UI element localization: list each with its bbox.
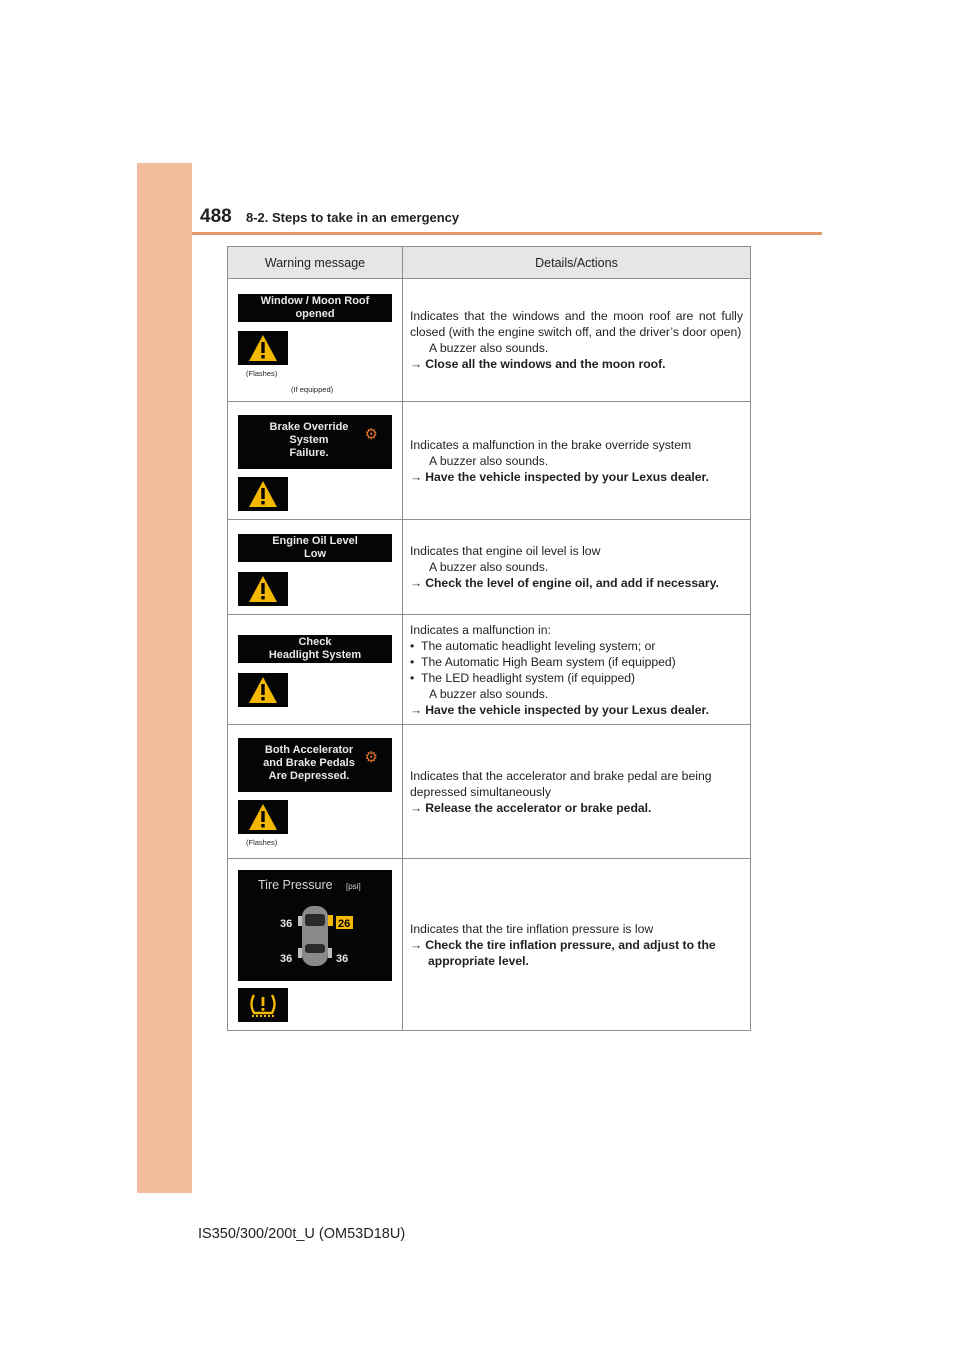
arrow-right-icon: → bbox=[410, 469, 423, 484]
car-top-view-icon bbox=[298, 906, 333, 966]
buzzer-note: A buzzer also sounds. bbox=[429, 453, 549, 468]
warning-light bbox=[238, 331, 288, 365]
warning-image-cell bbox=[228, 279, 403, 402]
rear-left-pressure: 36 bbox=[280, 953, 293, 965]
details-text: Indicates that the windows and the moon roof are not fully closed (with the engine switch off, and the driver’s door open) bbox=[410, 309, 743, 339]
warning-light bbox=[238, 572, 288, 606]
header-rule bbox=[192, 232, 822, 235]
table-row bbox=[228, 402, 751, 520]
column-header-details-actions: Details/Actions bbox=[403, 247, 751, 279]
action-text: → Close all the windows and the moon roof. bbox=[410, 357, 666, 371]
warning-light bbox=[238, 477, 288, 511]
table-header-row bbox=[228, 247, 751, 279]
arrow-right-icon: → bbox=[410, 576, 423, 590]
arrow-right-icon: → bbox=[410, 357, 423, 371]
tire-pressure-display bbox=[238, 870, 392, 981]
display-message: Check Headlight System bbox=[238, 635, 392, 663]
column-header-warning-message: Warning message bbox=[228, 247, 403, 279]
tire-pressure-diagram bbox=[238, 870, 392, 981]
buzzer-note: A buzzer also sounds. bbox=[429, 341, 549, 355]
details-cell bbox=[403, 402, 751, 520]
table-row bbox=[228, 859, 751, 1031]
page-number: 488 bbox=[200, 206, 232, 227]
details-text: Indicates that the tire inflation pressure is low bbox=[410, 921, 654, 936]
action-text: → Have the vehicle inspected by your Lexus dealer. bbox=[410, 469, 710, 484]
details-cell bbox=[403, 859, 751, 1031]
arrow-right-icon: → bbox=[410, 937, 423, 952]
bullet-item: • The Automatic High Beam system (if equipped) bbox=[410, 654, 676, 669]
unit-label: [psi] bbox=[346, 882, 361, 891]
details-text: Indicates a malfunction in: bbox=[410, 622, 551, 637]
if-equipped-note: (If equipped) bbox=[291, 385, 334, 394]
warning-image-cell bbox=[228, 725, 403, 859]
brake-override-icon: ⚙ bbox=[364, 749, 378, 766]
side-tab-band bbox=[137, 163, 192, 1193]
details-cell bbox=[403, 615, 751, 725]
warning-triangle-icon bbox=[248, 334, 278, 362]
rear-right-pressure: 36 bbox=[336, 953, 349, 965]
warning-light bbox=[238, 800, 288, 834]
action-text: → Release the accelerator or brake pedal. bbox=[410, 800, 652, 815]
warning-light bbox=[238, 988, 288, 1022]
details-text: Indicates that the accelerator and brake pedal are being depressed simultaneously bbox=[410, 768, 712, 799]
warning-image-cell bbox=[228, 520, 403, 615]
action-text: → Have the vehicle inspected by your Lexus dealer. bbox=[410, 702, 710, 717]
bullet-item: • The automatic headlight leveling system; or bbox=[410, 638, 656, 653]
table-row bbox=[228, 725, 751, 859]
flashes-note: (Flashes) bbox=[246, 369, 278, 378]
section-title: 8-2. Steps to take in an emergency bbox=[246, 210, 460, 225]
tire-pressure-warning-icon bbox=[247, 991, 279, 1019]
display-message: Brake Override System Failure. ⚙ bbox=[238, 415, 392, 469]
warning-triangle-icon bbox=[248, 480, 278, 508]
details-cell bbox=[403, 279, 751, 402]
buzzer-note: A buzzer also sounds. bbox=[429, 560, 549, 574]
warning-triangle-icon bbox=[248, 676, 278, 704]
details-text: Indicates a malfunction in the brake override system bbox=[410, 437, 692, 452]
front-right-pressure: 26 bbox=[338, 918, 351, 930]
table-row bbox=[228, 279, 751, 402]
details-text: Indicates that engine oil level is low bbox=[410, 544, 601, 558]
table-row bbox=[228, 520, 751, 615]
display-message: Engine Oil Level Low bbox=[238, 534, 392, 562]
warning-image-cell bbox=[228, 402, 403, 520]
details-cell bbox=[403, 520, 751, 615]
warning-triangle-icon bbox=[248, 575, 278, 603]
buzzer-note: A buzzer also sounds. bbox=[429, 686, 549, 701]
warning-image-cell bbox=[228, 615, 403, 725]
table-row bbox=[228, 615, 751, 725]
details-cell bbox=[403, 725, 751, 859]
bullet-item: • The LED headlight system (if equipped) bbox=[410, 670, 636, 685]
warning-image-cell bbox=[228, 859, 403, 1031]
front-left-pressure: 36 bbox=[280, 918, 293, 930]
arrow-right-icon: → bbox=[410, 702, 423, 717]
warning-message-table bbox=[227, 246, 751, 1031]
action-text: → Check the tire inflation pressure, and adjust to the appropriate level. bbox=[410, 937, 716, 968]
warning-light bbox=[238, 673, 288, 707]
warning-triangle-icon bbox=[248, 803, 278, 831]
tire-pressure-title: Tire Pressure bbox=[258, 878, 333, 892]
display-message: Window / Moon Roof opened bbox=[238, 294, 392, 322]
action-text: → Check the level of engine oil, and add if necessary. bbox=[410, 576, 719, 590]
flashes-note: (Flashes) bbox=[246, 838, 278, 847]
model-code-footer: IS350/300/200t_U (OM53D18U) bbox=[198, 1226, 406, 1242]
arrow-right-icon: → bbox=[410, 800, 423, 815]
brake-override-icon: ⚙ bbox=[364, 426, 378, 443]
display-message: Both Accelerator and Brake Pedals Are Depressed. ⚙ bbox=[238, 738, 392, 792]
